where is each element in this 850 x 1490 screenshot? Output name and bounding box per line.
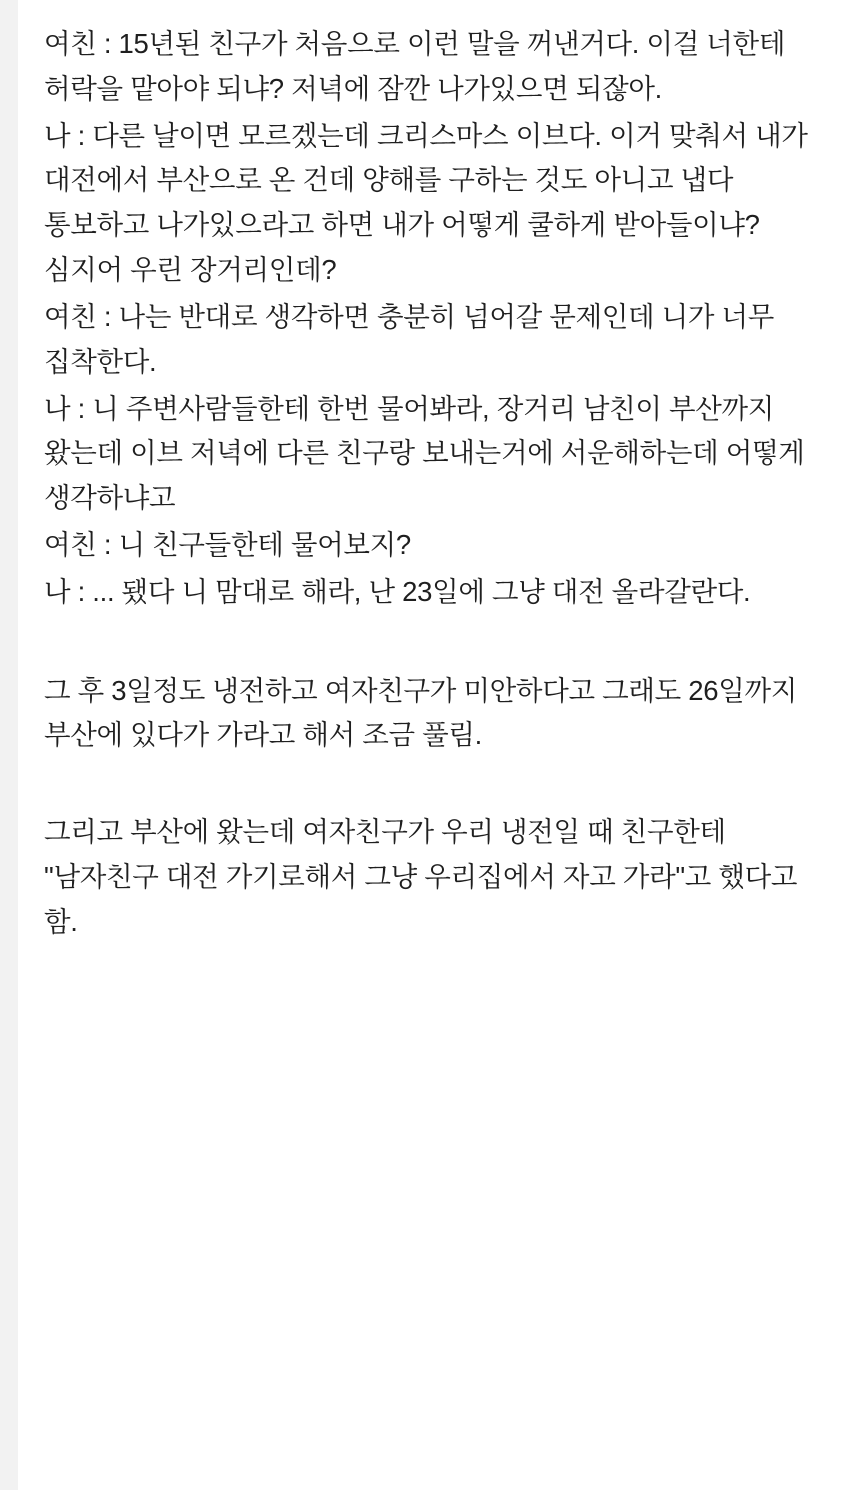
paragraph-2: 나 : 다른 날이면 모르겠는데 크리스마스 이브다. 이거 맞춰서 내가 대전에서 부산으로 온 건데 양해를 구하는 것도 아니고 냅다 통보하고 나가있으라고 하면 내가 어떻게 쿨하게 받아들이냐? 심지어 우린 장거리인데?	[44, 119, 815, 286]
paragraph-3: 여친 : 나는 반대로 생각하면 충분히 넘어갈 문제인데 니가 너무 집착한다.	[44, 300, 782, 377]
paragraph-1: 여친 : 15년된 친구가 처음으로 이런 말을 꺼낸거다. 이걸 너한테 허락을 맡아야 되냐? 저녁에 잠깐 나가있으면 되잖아.	[44, 28, 793, 104]
paragraph-4: 나 : 니 주변사람들한테 한번 물어봐라, 장거리 남친이 부산까지 왔는데 이브 저녁에 다른 친구랑 보내는거에 서운해하는데 어떻게 생각하냐고	[44, 392, 812, 514]
paragraph-8: 그리고 부산에 왔는데 여자친구가 우리 냉전일 때 친구한테 "남자친구 대전 가기로해서 그냥 우리집에서 자고 가라"고 했다고 함.	[44, 816, 805, 937]
paragraph-5: 여친 : 니 친구들한테 물어보지?	[44, 528, 411, 560]
paragraph-6: 나 : ... 됐다 니 맘대로 해라, 난 23일에 그냥 대전 올라갈란다.	[44, 575, 751, 607]
paragraph-spacer-1	[44, 617, 810, 669]
paragraph-spacer-2	[44, 760, 810, 810]
document-body	[18, 0, 850, 1490]
paragraph-7: 그 후 3일정도 냉전하고 여자친구가 미안하다고 그래도 26일까지 부산에 있다가 가라고 해서 조금 풀림.	[44, 674, 805, 751]
left-margin-rail	[0, 0, 18, 1490]
